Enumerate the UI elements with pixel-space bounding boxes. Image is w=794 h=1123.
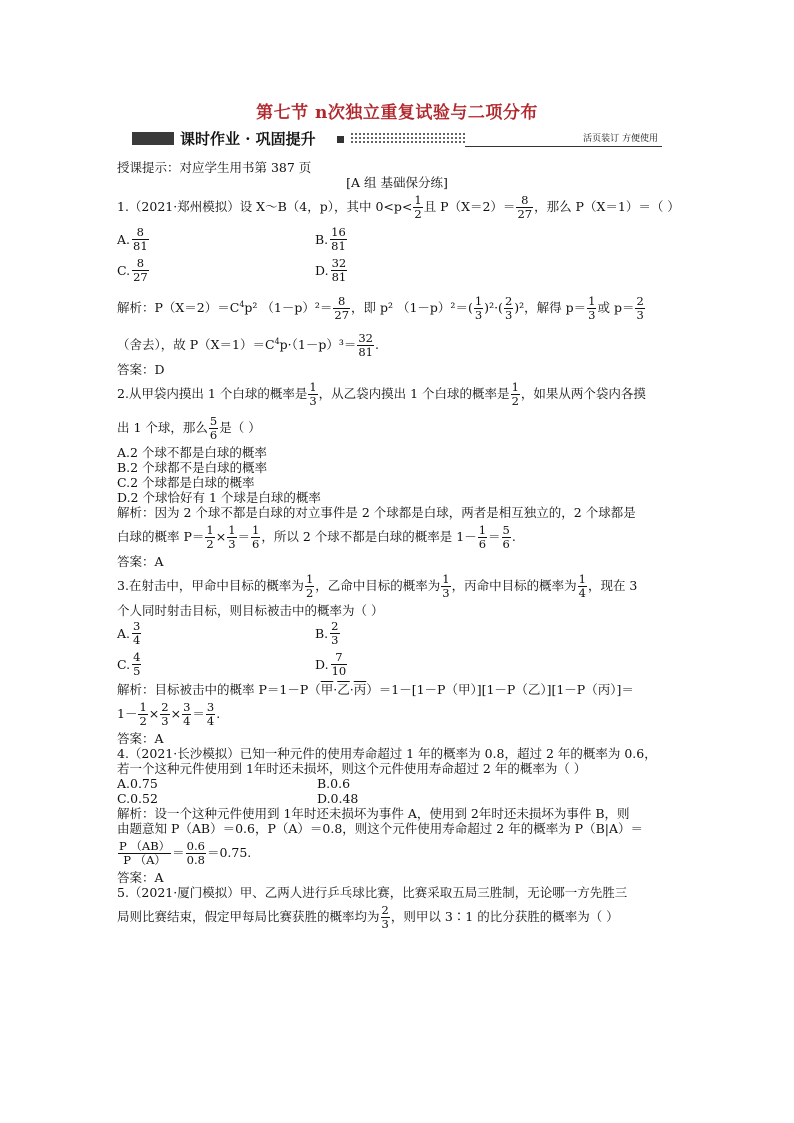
frac	[441, 573, 450, 600]
banner-note: 活页装订 方便使用	[583, 134, 658, 144]
q5-stem-line-1: 5.（2021·厦门模拟）甲、乙两人进行乒乓球比赛，比赛采取五局三胜制，无论哪一方先胜三	[117, 885, 628, 901]
q3-solution-line-2	[117, 697, 677, 731]
q1-sol-8: p·（1－p）³＝	[279, 337, 357, 353]
frac-num: 1	[139, 700, 147, 715]
frac	[132, 226, 149, 253]
banner-title: 课时作业 · 巩固提升	[180, 130, 316, 148]
q2-sol-2: 白球的概率 P＝	[117, 529, 205, 545]
q3-sol-2: ）＝1－[1－P（甲）][1－P（乙）][1－P（丙）]＝	[366, 682, 634, 698]
q4-solution-line-3	[117, 836, 677, 870]
frac	[333, 295, 350, 322]
banner-dots-icon	[350, 132, 465, 143]
q1-option-b	[315, 226, 515, 253]
q3-solution-line-1: 解析：目标被击中的概率 P＝1－P（甲·乙·丙）＝1－[1－P（甲）][1－P（乙）][1－P（丙）]＝	[117, 682, 634, 698]
frac	[182, 701, 191, 728]
frac	[138, 701, 147, 728]
frac-den: 3	[636, 308, 644, 323]
frac-den: 4	[206, 714, 215, 729]
q4-sol-3: ＝0.75.	[206, 845, 252, 861]
frac-den: 6	[252, 537, 260, 552]
q1-sol-5: ²，解得 p＝	[519, 300, 587, 316]
option-label: A.	[117, 232, 131, 247]
option-label: D.	[315, 263, 329, 278]
q2-sol-5: ，所以 2 个球不都是白球的概率是 1－	[261, 529, 477, 545]
frac-den: 10	[331, 664, 347, 679]
q4-solution-line-1: 解析：设一个这种元件使用到 1年时还未损坏为事件 A，使用到 2年时还未损坏为事件 B，则	[117, 806, 630, 822]
q4-option-c: C.0.52	[117, 791, 158, 807]
frac-num: 1	[228, 523, 236, 538]
q2-stem-d: 出 1 个球，那么	[117, 420, 208, 436]
frac-num: 5	[502, 523, 510, 538]
q3-option-b	[315, 620, 515, 647]
frac-den: 6	[209, 428, 218, 443]
option-label: C.	[117, 657, 131, 673]
frac-num: 2	[636, 294, 644, 309]
frac-num: 5	[209, 414, 218, 429]
option-label: B.	[315, 232, 329, 247]
frac-num: 1	[442, 572, 450, 587]
frac-num: 1	[478, 523, 487, 538]
frac-den: 27	[517, 207, 533, 221]
frac-den: 81	[331, 270, 347, 284]
q2-sol-6: ＝	[488, 529, 501, 545]
frac-den: 3	[228, 537, 236, 552]
q1-sol-sup: 4	[239, 300, 245, 309]
q1-option-a	[117, 226, 315, 253]
frac-num: 16	[331, 225, 346, 239]
q3-stem-b: ，乙命中目标的概率为	[315, 578, 441, 594]
frac-den: 4	[133, 633, 141, 648]
frac-num: 2	[161, 700, 169, 715]
frac-den: 27	[334, 308, 350, 323]
times-sign: ×	[170, 706, 182, 722]
frac-den: P （A）	[123, 853, 166, 868]
frac-num: 0.6	[186, 839, 205, 854]
frac-num: 1	[206, 523, 214, 538]
q2-solution-line-1: 解析：因为 2 个球不都是白球的对立事件是 2 个球都是白球，两者是相互独立的，2 个球都是	[117, 505, 636, 521]
frac	[331, 651, 348, 678]
frac-num: 1	[474, 294, 483, 309]
option-label: D.	[315, 657, 329, 673]
q3-options	[117, 620, 677, 678]
frac	[132, 651, 141, 678]
frac	[132, 620, 141, 647]
option-label: C.	[117, 263, 131, 278]
frac-num: 7	[331, 651, 348, 665]
frac	[205, 524, 214, 551]
frac-den: 3	[474, 308, 483, 323]
frac-den: 3	[588, 308, 596, 323]
group-heading: [A 组 基础保分练]	[346, 175, 448, 190]
section-title: 第七节 n次独立重复试验与二项分布	[256, 103, 538, 123]
frac-den: 2	[511, 394, 519, 409]
frac-den: 2	[206, 537, 214, 552]
frac-den: 3	[331, 633, 339, 648]
option-label: B.	[315, 626, 329, 642]
frac-den: 4	[183, 714, 191, 729]
frac-den: 6	[502, 537, 510, 552]
frac-num: 1	[578, 572, 586, 587]
q2-answer: 答案：A	[117, 554, 164, 570]
q3-sol-bing: 丙	[353, 682, 367, 698]
frac	[330, 226, 347, 253]
q3-sol-jia: 甲	[320, 682, 334, 698]
frac-num: 1	[305, 572, 314, 587]
frac-den: 2	[139, 714, 147, 729]
q2-option-c: C.2 个球都是白球的概率	[117, 475, 255, 491]
q1-stem-c: ，那么 P（X＝1）＝（ ）	[534, 199, 680, 214]
frac-num: 3	[206, 700, 215, 715]
q4-stem-line-2: 若一个这种元件使用到 1年时还未损坏，则这个元件使用寿命超过 2 年的概率为（ ）	[117, 761, 587, 777]
q1-sol-6: 或 p＝	[597, 300, 635, 316]
q5-stem-2: 局则比赛结束，假定甲每局比赛获胜的概率均为	[117, 909, 380, 925]
q3-sol-4: .	[216, 706, 221, 722]
q3-stem-line-2: 个人同时射击目标，则目标被击中的概率为（ ）	[117, 603, 384, 619]
equals-sign: ＝	[172, 845, 185, 861]
frac-num: 1	[252, 523, 260, 538]
frac-num: P （AB）	[119, 839, 171, 854]
q2-sol-7: .	[511, 529, 516, 545]
frac	[227, 524, 236, 551]
q1-answer: 答案：D	[117, 362, 165, 378]
q3-stem-c: ，丙命中目标的概率为	[451, 578, 577, 594]
frac-num: 8	[132, 257, 149, 271]
frac	[132, 257, 149, 284]
frac-den: 81	[358, 345, 373, 360]
banner-block-icon	[132, 132, 174, 145]
teaching-hint: 授课提示：对应学生用书第 387 页	[117, 160, 312, 175]
frac-num: 2	[331, 619, 339, 634]
frac	[160, 701, 169, 728]
frac-num: 32	[331, 256, 347, 270]
q2-sol-3: ×	[215, 529, 227, 545]
q2-stem-b: ，从乙袋内摸出 1 个白球的概率是	[318, 386, 510, 402]
q1-solution-line-1: 解析：$P(X=2)=C^4p^2$ （1－p）²＝ $\frac{8}{27}$ ，即 p² （1－p）²＝( $\frac{1}{3}$ )²·( $\frac{2}{3}$ )²，解得 p＝ $\frac{1}{3}$ 或 p＝ $\frac{2}{3}$	[117, 294, 644, 323]
q3-option-a	[117, 620, 315, 647]
q3-stem-line-1	[117, 569, 677, 603]
q1-stem-b: 且 P（X＝2）＝	[423, 199, 516, 214]
q4-option-d: D.0.48	[317, 791, 359, 807]
frac	[635, 295, 644, 322]
frac	[331, 257, 348, 284]
q1-solution-line-2	[117, 325, 677, 362]
frac	[516, 194, 533, 221]
frac-den: 3	[504, 308, 513, 323]
q3-sol-1: 解析：目标被击中的概率 P＝1－P（	[117, 682, 321, 698]
frac	[381, 904, 390, 931]
q4-answer: 答案：A	[117, 870, 164, 886]
frac-num: 3	[183, 700, 191, 715]
q3-sol-yi: 乙	[337, 682, 350, 698]
frac	[478, 524, 487, 551]
q3-sol-3: 1－	[117, 706, 138, 722]
frac-den: 0.8	[186, 853, 205, 868]
frac-num: 8	[516, 194, 533, 208]
frac-num: 3	[133, 619, 141, 634]
q2-option-b: B.2 个球都不是白球的概率	[117, 460, 268, 476]
frac	[206, 701, 215, 728]
frac-num: 32	[358, 331, 373, 346]
q2-solution-line-2	[117, 520, 677, 554]
q4-option-b: B.0.6	[317, 776, 351, 792]
q1-sol-sup: 4	[274, 337, 280, 347]
q1-sol-4: ²·	[489, 300, 499, 316]
frac	[504, 295, 513, 322]
frac-den: 27	[133, 270, 148, 284]
q4-options	[117, 776, 677, 806]
q1-sol-9: .	[375, 337, 379, 353]
q3-answer: 答案：A	[117, 731, 164, 747]
frac	[578, 573, 587, 600]
option-label: A.	[117, 626, 131, 642]
frac-den: 2	[305, 586, 314, 601]
q2-stem-c: ，如果从两个袋内各摸	[520, 386, 646, 402]
q3-stem-d: ，现在 3	[587, 578, 638, 594]
q1-option-c	[117, 257, 315, 284]
frac-num: 1	[588, 294, 596, 309]
q3-option-c	[117, 651, 315, 678]
frac-den: 5	[133, 664, 141, 679]
q2-stem-line-2	[117, 411, 677, 445]
frac-den: 81	[331, 239, 346, 253]
q2-sol-4: ＝	[237, 529, 251, 545]
times-sign: ×	[148, 706, 160, 722]
q1-sol-2: p² （1－p）²＝	[244, 300, 333, 316]
frac	[330, 620, 339, 647]
q4-solution-line-2: 由题意知 P（AB）＝0.6，P（A）＝0.8，则这个元件使用寿命超过 2 年的概率为 P（B|A）＝	[117, 821, 644, 837]
frac-num: 1	[511, 380, 519, 395]
q3-stem-a: 3.在射击中，甲命中目标的概率为	[117, 578, 304, 594]
frac-num: 4	[133, 650, 141, 665]
frac-den: 2	[414, 207, 422, 221]
frac-den: 3	[442, 586, 450, 601]
q1-stem	[117, 190, 680, 224]
frac	[587, 295, 596, 322]
q2-stem-a: 2.从甲袋内摸出 1 个白球的概率是	[117, 386, 308, 402]
q5-stem-line-2	[117, 900, 677, 934]
banner-rule	[465, 146, 662, 147]
frac-num: 8	[132, 226, 149, 240]
q1-sol-1: 解析：P（X＝2）＝C	[117, 300, 240, 316]
frac-num: 1	[414, 193, 422, 207]
frac	[502, 524, 511, 551]
frac-den: 3	[381, 917, 389, 932]
q4-option-a: A.0.75	[117, 776, 158, 792]
frac	[209, 415, 218, 442]
frac-den: 3	[161, 714, 169, 729]
frac-den: 4	[578, 586, 586, 601]
frac-num: 2	[381, 903, 389, 918]
q1-sol-7: （舍去），故 P（X＝1）＝C	[117, 337, 275, 353]
q1-option-d	[315, 257, 515, 284]
q1-options	[117, 226, 677, 284]
q1-sol-3: ，即 p² （1－p）²＝	[351, 300, 468, 316]
homework-banner	[132, 128, 662, 150]
frac-den: 3	[309, 394, 317, 409]
frac-den: 81	[133, 239, 148, 253]
q5-stem-3: ，则甲以 3∶1 的比分获胜的概率为（ ）	[390, 909, 619, 925]
frac	[251, 524, 260, 551]
equals-sign: ＝	[192, 706, 205, 722]
frac	[413, 194, 422, 221]
frac-den: 6	[478, 537, 487, 552]
q4-stem-line-1: 4.（2021·长沙模拟）已知一种元件的使用寿命超过 1 年的概率为 0.8，超过 2 年的概率为 0.6，	[117, 746, 657, 762]
q2-stem-line-1	[117, 377, 677, 411]
frac-num: 1	[309, 380, 317, 395]
frac	[186, 840, 206, 867]
q2-stem-e: 是（ ）	[219, 420, 261, 436]
frac	[118, 840, 171, 867]
frac	[474, 295, 483, 322]
frac-num: 2	[504, 294, 513, 309]
q1-stem-a: 1.（2021·郑州模拟）设 X～B（4，p），其中 0<p<	[117, 199, 413, 214]
frac	[308, 381, 317, 408]
q3-option-d	[315, 651, 515, 678]
q2-option-d: D.2 个球恰好有 1 个球是白球的概率	[117, 490, 321, 506]
frac	[357, 332, 374, 359]
frac	[511, 381, 520, 408]
q2-option-a: A.2 个球不都是白球的概率	[117, 445, 267, 461]
banner-square-icon	[337, 136, 344, 143]
frac	[305, 573, 314, 600]
frac-num: 8	[333, 295, 350, 309]
content	[117, 160, 680, 934]
